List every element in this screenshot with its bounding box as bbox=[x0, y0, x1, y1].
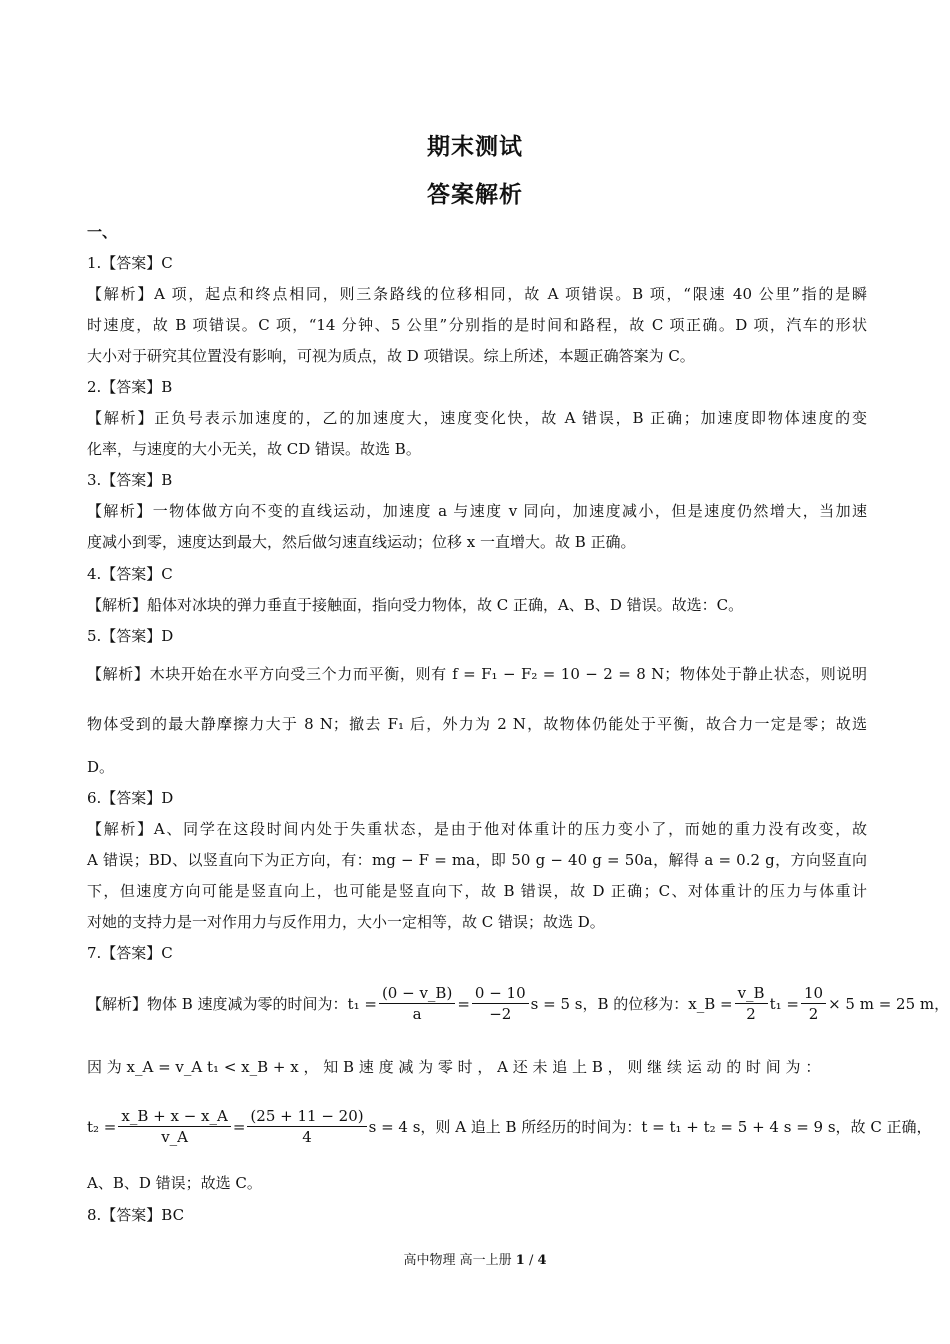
footer-separator: / bbox=[528, 1253, 534, 1268]
footer-subject: 高中物理 高一上册 bbox=[403, 1253, 512, 1268]
answer-8: 8.【答案】BC bbox=[87, 1206, 185, 1224]
page-title: 期末测试 bbox=[427, 134, 523, 160]
fraction-denominator: a bbox=[412, 1005, 422, 1023]
answer-7: 7.【答案】C bbox=[87, 944, 173, 962]
fraction-numerator: x_B + x − x_A bbox=[118, 1106, 230, 1127]
fraction-t1-value bbox=[472, 983, 529, 1024]
fraction-denominator: 4 bbox=[302, 1128, 312, 1146]
fraction-denominator: 2 bbox=[808, 1005, 819, 1023]
explanation-7-line-1 bbox=[87, 983, 950, 1024]
fraction-vb bbox=[735, 983, 768, 1024]
explanation-2-line-2: 化率，与速度的大小无关，故 CD 错误。故选 B。 bbox=[87, 440, 421, 458]
explanation-7-line-2: 因 为 x_A = v_A t₁ < x_B + x ， 知 B 速 度 减 为 零 时 ， A 还 未 追 上 B ， 则 继 续 运 动 的 时 间 为 ： bbox=[87, 1058, 821, 1076]
fraction-denominator: v_A bbox=[161, 1128, 189, 1146]
answer-1: 1.【答案】C bbox=[87, 254, 173, 272]
explanation-3-line-1: 【解析】一物体做方向不变的直线运动，加速度 a 与速度 v 同向，加速度减小，但是速度仍然增大，当加速 bbox=[87, 502, 867, 520]
explanation-7-text-f: s = 4 s，则 A 追上 B 所经历的时间为：t = t₁ + t₂ = 5 + 4 s = 9 s，故 C 正确， bbox=[368, 1117, 932, 1136]
fraction-denominator: −2 bbox=[489, 1005, 512, 1023]
explanation-7-line-3 bbox=[87, 1106, 932, 1147]
footer-page-total: 4 bbox=[537, 1253, 547, 1268]
fraction-t1 bbox=[379, 983, 455, 1024]
explanation-7-text-b: s = 5 s，B 的位移为：x_B = bbox=[530, 994, 733, 1013]
fraction-numerator: (0 − v_B) bbox=[379, 983, 455, 1004]
fraction-numerator: 0 − 10 bbox=[472, 983, 529, 1004]
explanation-6-line-4: 对她的支持力是一对作用力与反作用力，大小一定相等，故 C 错误；故选 D。 bbox=[87, 913, 605, 931]
answer-3: 3.【答案】B bbox=[87, 471, 173, 489]
explanation-7-text-e: t₂ = bbox=[87, 1117, 117, 1136]
fraction-numerator: v_B bbox=[735, 983, 768, 1004]
page-subtitle: 答案解析 bbox=[427, 182, 523, 208]
explanation-7-text-d: × 5 m = 25 m， bbox=[828, 994, 950, 1013]
answer-6: 6.【答案】D bbox=[87, 789, 174, 807]
explanation-3-line-2: 度减小到零，速度达到最大，然后做匀速直线运动；位移 x 一直增大。故 B 正确。 bbox=[87, 533, 636, 551]
fraction-numerator: 10 bbox=[801, 983, 826, 1004]
fraction-numerator: (25 + 11 − 20) bbox=[247, 1106, 366, 1127]
explanation-2-line-1: 【解析】正负号表示加速度的，乙的加速度大，速度变化快，故 A 错误，B 正确；加速度即物体速度的变 bbox=[87, 409, 867, 427]
equals-sign: = bbox=[232, 1117, 246, 1136]
explanation-7-text-c: t₁ = bbox=[769, 994, 799, 1013]
explanation-6-line-1: 【解析】A、同学在这段时间内处于失重状态，是由于他对体重计的压力变小了，而她的重力没有改变，故 bbox=[87, 820, 867, 838]
fraction-10-2 bbox=[801, 983, 826, 1024]
explanation-6-line-2: A 错误；BD、以竖直向下为正方向，有：mg − F = ma，即 50 g − 40 g = 50a，解得 a = 0.2 g，方向竖直向 bbox=[87, 851, 867, 869]
answer-2: 2.【答案】B bbox=[87, 378, 173, 396]
answer-4: 4.【答案】C bbox=[87, 565, 173, 583]
footer-page-number: 1 bbox=[515, 1253, 525, 1268]
explanation-1-line-1: 【解析】A 项，起点和终点相同，则三条路线的位移相同，故 A 项错误。B 项，“限速 40 公里”指的是瞬 bbox=[87, 285, 867, 303]
explanation-1-line-3: 大小对于研究其位置没有影响，可视为质点，故 D 项错误。综上所述，本题正确答案为 C。 bbox=[87, 347, 695, 365]
section-heading: 一、 bbox=[87, 223, 118, 241]
explanation-5-line-2: 物体受到的最大静摩擦力大于 8 N；撤去 F₁ 后，外力为 2 N，故物体仍能处于平衡，故合力一定是零；故选 bbox=[87, 715, 867, 733]
fraction-t2 bbox=[118, 1106, 230, 1147]
equals-sign: = bbox=[457, 994, 470, 1013]
fraction-denominator: 2 bbox=[746, 1005, 756, 1023]
explanation-1-line-2: 时速度，故 B 项错误。C 项，“14 分钟、5 公里”分别指的是时间和路程，故 C 项正确。D 项，汽车的形状 bbox=[87, 316, 867, 334]
explanation-6-line-3: 下，但速度方向可能是竖直向上，也可能是竖直向下，故 B 错误，故 D 正确；C、对体重计的压力与体重计 bbox=[87, 882, 867, 900]
fraction-t2-value bbox=[247, 1106, 366, 1147]
explanation-5-line-3: D。 bbox=[87, 758, 115, 776]
explanation-7-text-a: 【解析】物体 B 速度减为零的时间为：t₁ = bbox=[87, 994, 377, 1013]
page-footer bbox=[0, 1249, 950, 1268]
explanation-7-line-4: A、B、D 错误；故选 C。 bbox=[87, 1174, 262, 1192]
explanation-5-line-1: 【解析】木块开始在水平方向受三个力而平衡，则有 f = F₁ − F₂ = 10 − 2 = 8 N；物体处于静止状态，则说明 bbox=[87, 665, 867, 683]
explanation-4-line-1: 【解析】船体对冰块的弹力垂直于接触面，指向受力物体，故 C 正确，A、B、D 错误。故选：C。 bbox=[87, 596, 744, 614]
answer-5: 5.【答案】D bbox=[87, 627, 174, 645]
